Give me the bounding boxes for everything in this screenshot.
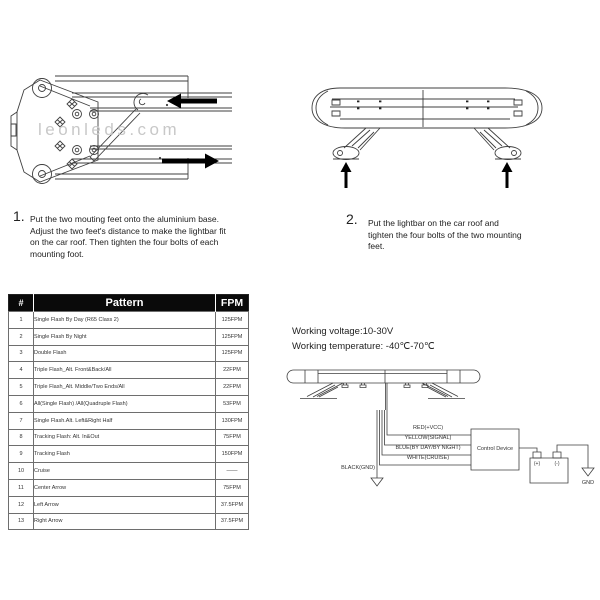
working-voltage: Working voltage:10-30V xyxy=(292,326,394,337)
arrow-up-left-icon xyxy=(341,162,352,188)
round-bolt-icons xyxy=(73,110,99,155)
table-row: 1 Single Flash By Day (R65 Class 2) 125FPM xyxy=(9,312,249,329)
step-1-number: 1. xyxy=(13,208,25,224)
working-temperature: Working temperature: -40℃-70℃ xyxy=(292,341,435,352)
battery-minus-label: (-) xyxy=(554,461,560,467)
wire-label-red: RED(+VCC) xyxy=(412,424,444,431)
lightbar-perspective-drawing xyxy=(300,78,560,208)
battery xyxy=(530,452,568,483)
wiring-diagram xyxy=(285,358,600,508)
step-1-text: Put the two mouting feet onto the aluminium base. Adjust the two feet's distance to make the lightbar fit on the car roof. Then tighten the four bolts of each mounting foot. xyxy=(30,214,226,259)
table-row: 11 Center Arrow 75FPM xyxy=(9,479,249,496)
col-header-fpm: FPM xyxy=(216,295,249,312)
ground-symbol-left xyxy=(371,478,383,486)
table-header-row xyxy=(9,295,249,312)
ground-symbol-right xyxy=(582,468,594,476)
mounting-foot-plate xyxy=(11,79,99,184)
step-2-text: Put the lightbar on the car roof and tighten the four bolts of the two mounting feet. xyxy=(368,218,522,251)
lightbar-front-view xyxy=(287,370,480,399)
wire-label-yellow: YELLOW(SIGNAL) xyxy=(404,434,452,441)
lightbar-body xyxy=(312,88,542,128)
table-row: 9 Tracking Flash 150FPM xyxy=(9,446,249,463)
arrow-left-icon xyxy=(167,94,217,109)
x-bolt-icons xyxy=(55,99,77,169)
table-row: 5 Triple Flash_Alt. Middle/Two Ends/All 22FPM xyxy=(9,379,249,396)
arrow-up-right-icon xyxy=(502,162,513,188)
arrow-right-icon xyxy=(162,154,219,169)
specs-block xyxy=(292,324,435,354)
battery-plus-label: (+) xyxy=(533,461,541,467)
wiring-drawing xyxy=(285,358,600,508)
wire-label-white: WHITE(CRUISE) xyxy=(406,454,450,461)
table-row: 12 Left Arrow 37.5FPM xyxy=(9,496,249,513)
table-row: 2 Single Flash By Night 125FPM xyxy=(9,328,249,345)
step-2-number: 2. xyxy=(346,211,358,227)
table-row: 10 Cruise —— xyxy=(9,463,249,480)
table-row: 6 All(Single Flash) /All(Quadruple Flash) 53FPM xyxy=(9,395,249,412)
mounting-feet xyxy=(333,128,521,160)
control-device-label: Control Device xyxy=(476,446,514,452)
table-row: 4 Triple Flash_Alt. Front&Back/All 22FPM xyxy=(9,362,249,379)
mounting-foot-drawing xyxy=(10,62,235,202)
mounting-foot-diagram xyxy=(10,62,235,202)
col-header-num: # xyxy=(9,295,34,312)
watermark-text: leonleds.com xyxy=(38,120,181,139)
cable-bundle xyxy=(377,383,471,478)
table-row: 13 Right Arrow 37.5FPM xyxy=(9,513,249,530)
wire-label-black: BLACK(GND) xyxy=(341,465,375,471)
table-row: 7 Single Flash.Alt. Left&Right Half 130FPM xyxy=(9,412,249,429)
table-row: 8 Tracking Flash: Alt. In&Out 75FPM xyxy=(9,429,249,446)
flash-pattern-table xyxy=(8,294,249,530)
table-row: 3 Double Flash 125FPM xyxy=(9,345,249,362)
col-header-pattern: Pattern xyxy=(34,295,216,312)
wire-label-blue: BLUE(BY DAY/BY NIGHT) xyxy=(395,444,461,451)
gnd-label: GND xyxy=(581,480,595,486)
lightbar-perspective-diagram xyxy=(300,78,560,208)
